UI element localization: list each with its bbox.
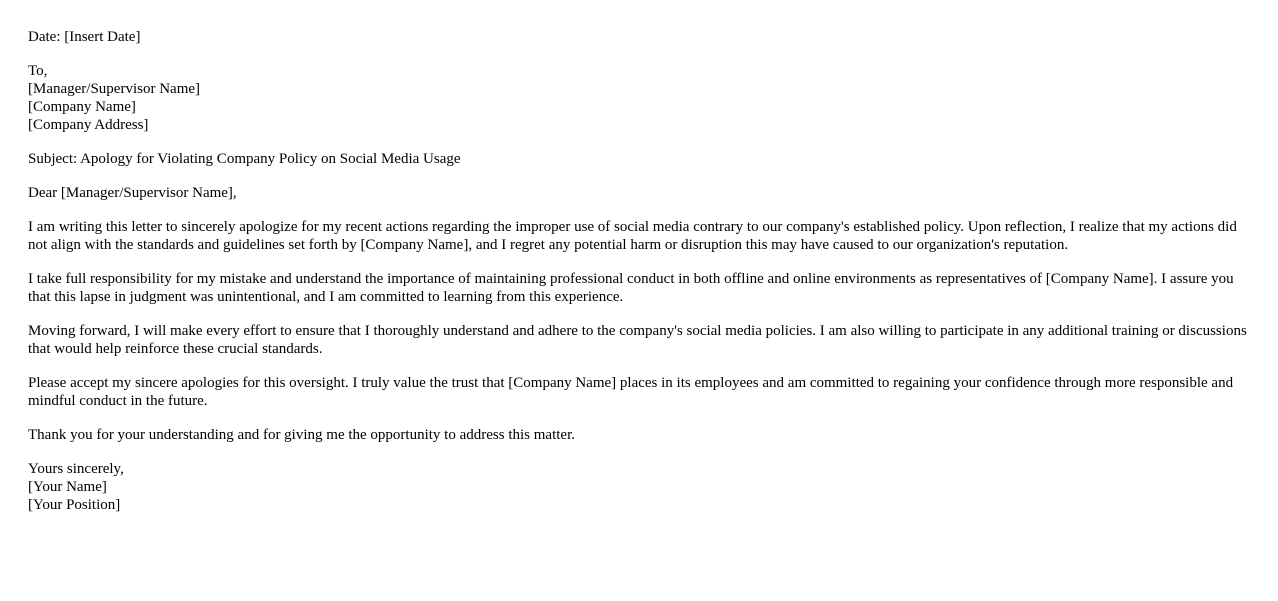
closing-name: [Your Name] [28,479,107,495]
date-line: Date: [Insert Date] [28,29,141,45]
recipient-address: [Company Address] [28,117,149,133]
closing-sign-off: Yours sincerely, [28,461,124,477]
subject-line: Subject: Apology for Violating Company Policy on Social Media Usage [28,151,461,167]
closing-position: [Your Position] [28,497,121,513]
paragraph-3: Moving forward, I will make every effort to ensure that I thoroughly understand and adhere to the company's social media policies. I am also willing to participate in any additional training or discussions that would help reinforce these crucial standards. [28,323,1247,357]
recipient-block [28,62,1250,134]
closing-block [28,460,1250,514]
recipient-to: To, [28,63,48,79]
paragraph-1: I am writing this letter to sincerely apologize for my recent actions regarding the improper use of social media contrary to our company's established policy. Upon reflection, I realize that my actions did not align with the standards and guidelines set forth by [Company Name], and I regret any potential harm or disruption this may have caused to our organization's reputation. [28,219,1237,253]
letter-body [28,28,1250,530]
salutation: Dear [Manager/Supervisor Name], [28,185,237,201]
paragraph-5: Thank you for your understanding and for giving me the opportunity to address this matter. [28,427,575,443]
paragraph-4: Please accept my sincere apologies for this oversight. I truly value the trust that [Company Name] places in its employees and am committed to regaining your confidence through more responsible and mindful conduct in the future. [28,375,1234,409]
recipient-company: [Company Name] [28,99,136,115]
salutation-block [28,184,1250,202]
paragraph-2: I take full responsibility for my mistake and understand the importance of maintaining professional conduct in both offline and online environments as representatives of [Company Name]. I assure you that this lapse in judgment was unintentional, and I am committed to learning from this experience. [28,271,1234,305]
recipient-name: [Manager/Supervisor Name] [28,81,201,97]
subject-block [28,150,1250,168]
date-block [28,28,1250,46]
